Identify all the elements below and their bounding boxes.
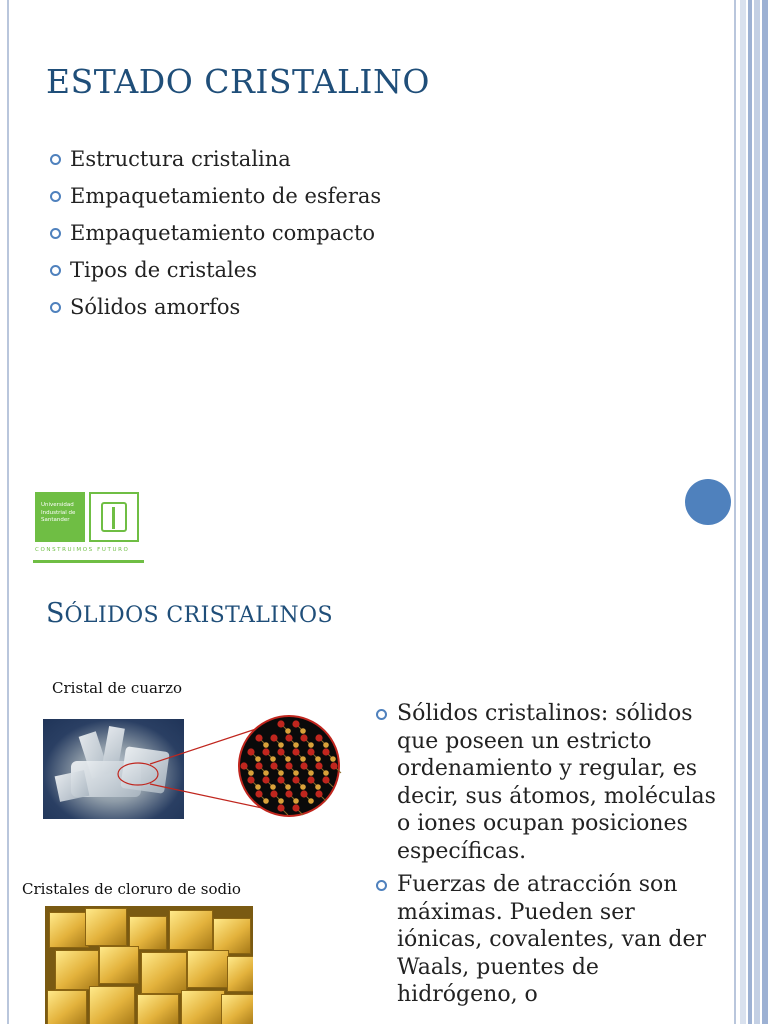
section-title xyxy=(46,598,333,629)
silicon-atom xyxy=(285,756,291,762)
silicon-atom xyxy=(300,784,306,790)
silicon-atom xyxy=(278,742,284,748)
oxygen-atom xyxy=(322,748,329,755)
bullet-ring-icon xyxy=(50,265,61,276)
oxygen-atom xyxy=(270,790,277,797)
oxygen-atom xyxy=(315,790,322,797)
lattice-bond xyxy=(251,752,258,759)
slide-border-right xyxy=(734,0,736,1024)
lattice-bond xyxy=(281,752,288,759)
silicon-atom xyxy=(315,756,321,762)
salt-cube xyxy=(85,908,127,946)
silicon-atom xyxy=(308,798,314,804)
oxygen-atom xyxy=(322,776,329,783)
slide-title: ESTADO CRISTALINO xyxy=(46,62,430,101)
oxygen-atom xyxy=(300,734,307,741)
silicon-atom xyxy=(278,798,284,804)
silicon-atom xyxy=(248,770,254,776)
logo-name-line: Universidad xyxy=(41,502,74,508)
oxygen-atom xyxy=(247,748,254,755)
logo-name-line: Industrial de xyxy=(41,509,76,516)
lattice-bond xyxy=(289,738,296,745)
lattice-bond xyxy=(274,738,281,745)
logo-name-line: Santander xyxy=(41,517,70,523)
oxygen-atom xyxy=(240,762,247,769)
salt-cube xyxy=(55,950,99,990)
lattice-bond xyxy=(259,766,266,773)
quartz-caption: Cristal de cuarzo xyxy=(52,679,183,697)
lattice-bond xyxy=(304,766,311,773)
lattice-bond xyxy=(281,724,288,731)
silicon-atom xyxy=(255,756,261,762)
list-item-text: Sólidos amorfos xyxy=(70,295,241,319)
lattice-bond xyxy=(326,752,333,759)
silicon-atom xyxy=(300,728,306,734)
silicon-atom xyxy=(263,770,269,776)
uis-mark-icon xyxy=(101,502,127,532)
lattice-bond xyxy=(296,780,303,787)
silicon-atom xyxy=(293,770,299,776)
silicon-atom xyxy=(323,742,329,748)
silicon-atom xyxy=(255,784,261,790)
university-logo xyxy=(33,492,144,564)
silicon-atom xyxy=(263,798,269,804)
silicon-atom xyxy=(300,756,306,762)
title-initial: S xyxy=(46,598,65,629)
oxygen-atom xyxy=(315,734,322,741)
list-item xyxy=(50,144,381,181)
lattice-bond xyxy=(274,794,281,801)
oxygen-atom xyxy=(300,790,307,797)
lattice-bond xyxy=(296,808,303,815)
silicon-atom xyxy=(293,798,299,804)
lattice-bond xyxy=(274,766,281,773)
oxygen-atom xyxy=(285,790,292,797)
oxygen-atom xyxy=(247,776,254,783)
salt-cube xyxy=(47,990,87,1024)
salt-cube xyxy=(227,956,253,992)
lattice-bond xyxy=(289,794,296,801)
crystal-lattice-atoms xyxy=(240,720,341,815)
lattice-bond xyxy=(259,794,266,801)
silicon-atom xyxy=(270,784,276,790)
silicon-atom xyxy=(315,784,321,790)
oxygen-atom xyxy=(255,790,262,797)
silicon-atom xyxy=(285,784,291,790)
oxygen-atom xyxy=(292,720,299,727)
side-rail-stripe xyxy=(748,0,752,1024)
lattice-bond xyxy=(296,752,303,759)
silicon-atom xyxy=(330,756,336,762)
bullet-ring-icon xyxy=(50,228,61,239)
salt-caption: Cristales de cloruro de sodio xyxy=(22,880,241,898)
salt-cube xyxy=(181,990,225,1024)
side-rail-stripe xyxy=(754,0,760,1024)
salt-cube xyxy=(187,950,229,988)
lattice-zoom-circle xyxy=(239,716,341,816)
lattice-bond xyxy=(281,780,288,787)
side-rail-stripe xyxy=(740,0,746,1024)
lattice-bond xyxy=(289,766,296,773)
oxygen-atom xyxy=(285,734,292,741)
oxygen-atom xyxy=(330,762,337,769)
lattice-bond xyxy=(244,766,251,773)
list-item-text: Empaquetamiento de esferas xyxy=(70,184,382,208)
salt-crystals-photo xyxy=(45,906,253,1024)
list-item xyxy=(376,700,721,865)
lattice-bond xyxy=(319,794,326,801)
lattice-bond xyxy=(259,738,266,745)
side-rail-stripe xyxy=(762,0,768,1024)
salt-cube xyxy=(137,994,179,1024)
list-item-text: Tipos de cristales xyxy=(70,258,257,282)
silicon-atom xyxy=(308,742,314,748)
oxygen-atom xyxy=(262,748,269,755)
list-item xyxy=(376,871,721,1009)
logo-tagline: CONSTRUIMOS FUTURO xyxy=(35,547,130,553)
silicon-atom xyxy=(293,742,299,748)
oxygen-atom xyxy=(255,762,262,769)
logo-underline xyxy=(33,560,144,563)
salt-cube xyxy=(129,916,167,950)
oxygen-atom xyxy=(262,776,269,783)
list-item-text: Estructura cristalina xyxy=(70,147,291,171)
bullet-ring-icon xyxy=(376,880,387,891)
lattice-bond xyxy=(281,808,288,815)
oxygen-atom xyxy=(307,748,314,755)
logo-name-block xyxy=(35,492,85,542)
oxygen-atom xyxy=(300,762,307,769)
lattice-bond xyxy=(266,752,273,759)
lattice-bond xyxy=(319,766,326,773)
oxygen-atom xyxy=(292,748,299,755)
lattice-bond xyxy=(251,780,258,787)
lattice-bond xyxy=(311,780,318,787)
silicon-atom xyxy=(263,742,269,748)
silicon-atom xyxy=(270,756,276,762)
lattice-bond xyxy=(334,766,341,773)
salt-cube xyxy=(213,918,251,954)
lattice-bond xyxy=(326,780,333,787)
oxygen-atom xyxy=(270,762,277,769)
list-item-text: Sólidos cristalinos: sólidos que poseen un estricto ordenamiento y regular, es decir, sus átomos, moléculas o iones ocupan posiciones específicas. xyxy=(397,701,716,864)
bullet-ring-icon xyxy=(50,302,61,313)
oxygen-atom xyxy=(292,804,299,811)
title-smallcaps: ÓLIDOS CRISTALINOS xyxy=(64,603,333,628)
lattice-bond xyxy=(266,780,273,787)
oxygen-atom xyxy=(285,762,292,769)
list-item xyxy=(50,181,381,218)
silicon-atom xyxy=(285,728,291,734)
bullet-ring-icon xyxy=(50,191,61,202)
bullet-ring-icon xyxy=(50,154,61,165)
silicon-atom xyxy=(323,770,329,776)
oxygen-atom xyxy=(307,776,314,783)
definition-list xyxy=(376,700,721,1015)
lattice-bond xyxy=(319,738,326,745)
list-item-text: Empaquetamiento compacto xyxy=(70,221,376,245)
oxygen-atom xyxy=(277,776,284,783)
oxygen-atom xyxy=(315,762,322,769)
list-item xyxy=(50,255,381,292)
salt-cube xyxy=(221,994,253,1024)
bullet-ring-icon xyxy=(376,709,387,720)
salt-cube xyxy=(169,910,213,950)
topic-list xyxy=(50,144,381,329)
quartz-crystal-photo xyxy=(43,719,184,819)
silicon-atom xyxy=(308,770,314,776)
oxygen-atom xyxy=(277,720,284,727)
lattice-bond xyxy=(311,752,318,759)
salt-cube xyxy=(49,912,89,948)
salt-cube xyxy=(141,952,187,994)
salt-cube xyxy=(99,946,139,984)
list-item-text: Fuerzas de atracción son máximas. Pueden ser iónicas, covalentes, van der Waals, puentes de hidrógeno, o xyxy=(397,872,706,1007)
salt-cube xyxy=(89,986,135,1024)
lattice-bond xyxy=(304,794,311,801)
oxygen-atom xyxy=(277,804,284,811)
slide-border-left xyxy=(7,0,9,1024)
logo-emblem xyxy=(89,492,139,542)
oxygen-atom xyxy=(292,776,299,783)
decorative-circle xyxy=(685,479,731,525)
oxygen-atom xyxy=(255,734,262,741)
lattice-bond xyxy=(304,738,311,745)
silicon-atom xyxy=(278,770,284,776)
list-item xyxy=(50,292,381,329)
lattice-bond xyxy=(296,724,303,731)
list-item xyxy=(50,218,381,255)
oxygen-atom xyxy=(277,748,284,755)
oxygen-atom xyxy=(270,734,277,741)
